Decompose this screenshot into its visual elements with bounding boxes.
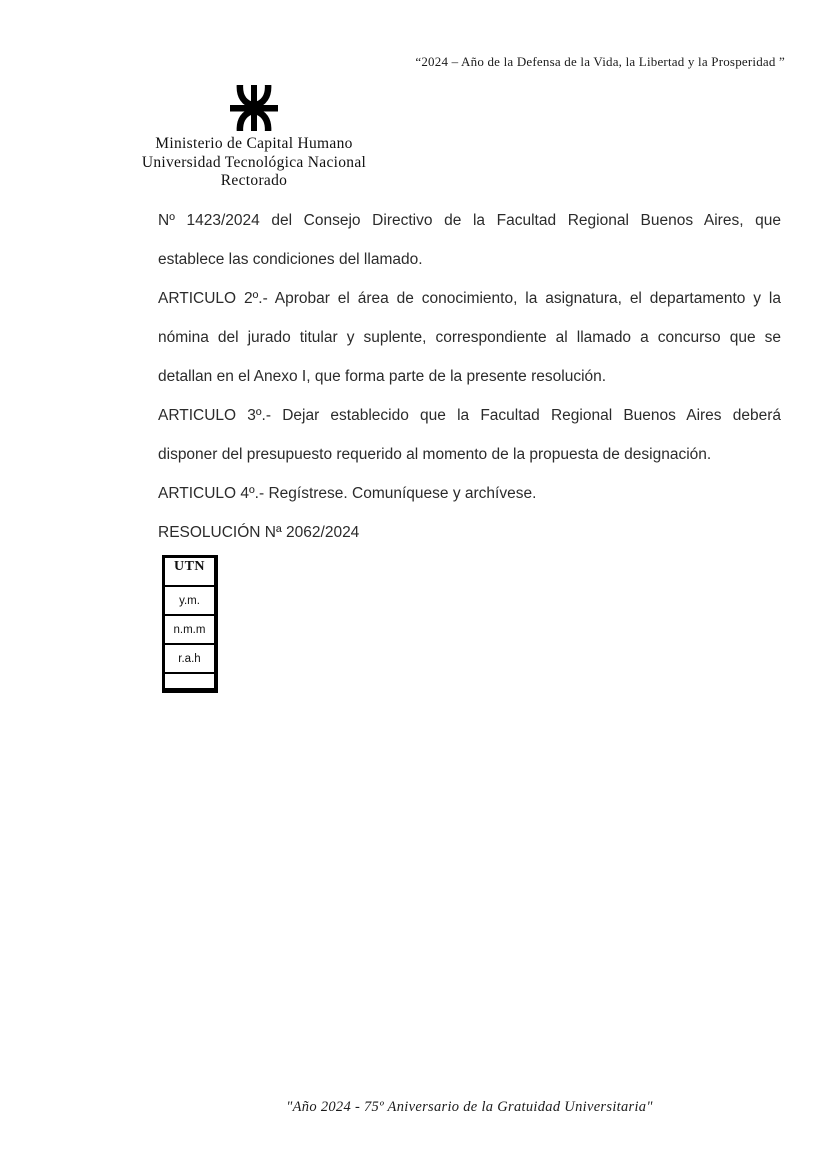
letterhead-ministry-line: Ministerio de Capital Humano (155, 135, 353, 152)
stamp-row-initials: r.a.h (165, 645, 214, 674)
stamp-row-initials: n.m.m (165, 616, 214, 645)
resolution-number-line: RESOLUCIÓN Nª 2062/2024 (158, 524, 360, 541)
body-line-articulo-3: ARTICULO 3º.- Dejar establecido que la Facultad Regional Buenos Aires deberá (158, 407, 781, 424)
stamp-row-utn: UTN (165, 558, 214, 587)
body-line-articulo-2: ARTICULO 2º.- Aprobar el área de conocimiento, la asignatura, el departamento y la (158, 290, 781, 307)
body-line: Nº 1423/2024 del Consejo Directivo de la Facultad Regional Buenos Aires, que (158, 212, 781, 229)
body-line: nómina del jurado titular y suplente, correspondiente al llamado a concurso que se (158, 329, 781, 346)
initials-stamp-table (162, 555, 218, 693)
body-line: establece las condiciones del llamado. (158, 251, 423, 268)
stamp-row-initials: y.m. (165, 587, 214, 616)
letterhead (108, 85, 400, 191)
header-year-legend: “2024 – Año de la Defensa de la Vida, la Libertad y la Prosperidad ” (415, 54, 785, 69)
body-line-articulo-4: ARTICULO 4º.- Regístrese. Comuníquese y archívese. (158, 485, 537, 502)
utn-logo-icon (230, 85, 278, 131)
letterhead-university-line: Universidad Tecnológica Nacional (141, 153, 367, 171)
body-line: detallan en el Anexo I, que forma parte de la presente resolución. (158, 368, 607, 385)
resolution-body (158, 201, 781, 552)
footer-anniversary-legend: "Año 2024 - 75º Aniversario de la Gratuidad Universitaria" (286, 1099, 653, 1115)
stamp-bottom-padding (165, 674, 214, 688)
body-line: disponer del presupuesto requerido al momento de la propuesta de designación. (158, 446, 712, 463)
letterhead-rectorado-line: Rectorado (220, 172, 288, 189)
